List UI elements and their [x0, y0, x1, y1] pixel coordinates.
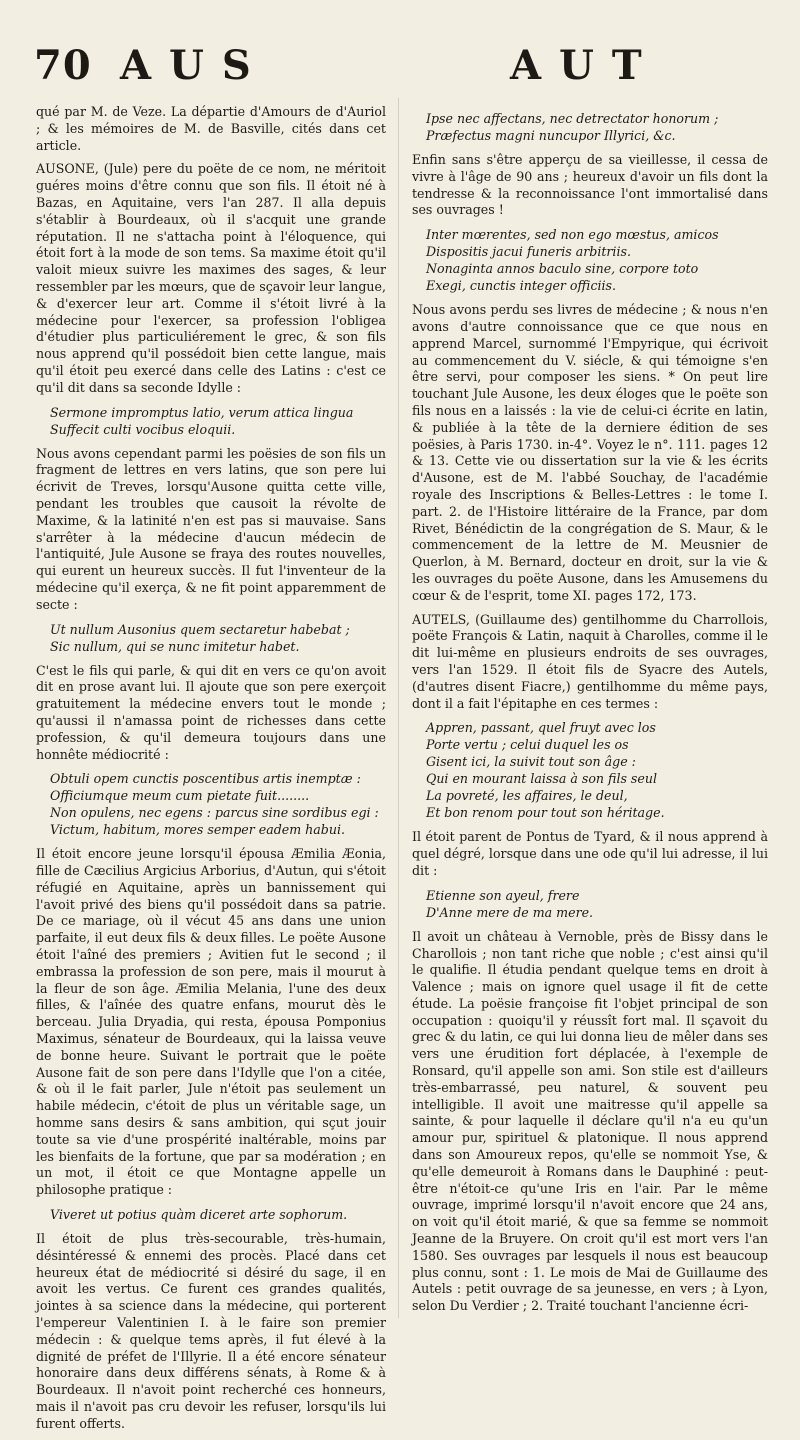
verse-quote: [426, 110, 768, 144]
verse-line: Non opulens, nec egens : parcus sine sordibus egi :: [50, 805, 379, 821]
verse-quote: [426, 887, 768, 921]
paragraph: C'est le fils qui parle, & qui dit en vers ce qu'on avoit dit en prose avant lui. Il ajoute que son pere exerçoit gratuitement la médecine envers tout le monde ; qu'aussi il n'amassa point de richesses dans cette profession, & qu'il demeura toujours dans une honnête médiocrité :: [36, 662, 386, 762]
verse-line: D'Anne mere de ma mere.: [426, 904, 594, 920]
left-column: [36, 104, 386, 1440]
verse-line: Gisent ici, la suivit tout son âge :: [426, 754, 636, 770]
verse-line: Victum, habitum, mores semper eadem habui.: [50, 822, 346, 838]
paragraph: Il avoit un château à Vernoble, près de Bissy dans le Charollois ; non tant riche que noble ; c'est ainsi qu'il le qualifie. Il étudia pendant quelque tems en droit à Valence ; mais on ignore quel usage il fit de cette étude. La poësie françoise fit l'objet principal de son occupation : quoiqu'il y réussît fort mal. Il sçavoit du grec & du latin, ce qui lui donna lieu de mêler dans ses vers une érudition fort déplacée, à l'exemple de Ronsard, qu'il appelle son ami. Son stile est d'ailleurs très-embarrassé, peu naturel, & souvent peu intelligible. Il avoit une maitresse qu'il appelle sa sainte, & pour laquelle il déclare qu'il n'a eu qu'un amour pur, spirituel & platonique. Il nous apprend dans son Amoureux repos, qu'elle se nommoit Yse, & qu'elle demeuroit à Romans dans le Dauphiné : peut-être n'étoit-ce qu'une Iris en l'air. Par le même ouvrage, imprimé lorsqu'il n'avoit encore que 24 ans, on voit qu'il étoit marié, & que sa femme se nommoit Jeanne de la Bruyere. On croit qu'il est mort vers l'an 1580. Ses ouvrages par lesquels il nous est beaucoup plus connu, sont : 1. Le mois de Mai de Guillaume des Autels : petit ouvrage de sa jeunesse, en vers ; à Lyon, selon Du Verdier ; 2. Traité touchant l'ancienne écri-: [412, 928, 768, 1314]
right-column: [412, 104, 768, 1322]
verse-quote: [50, 770, 386, 838]
paragraph: Il étoit de plus très-secourable, très-humain, désintéressé & ennemi des procès. Placé dans cet heureux état de médiocrité si désiré du sage, il en avoit les vertus. Ce furent ces grandes qualités, jointes à sa science dans la médecine, qui porterent l'empereur Valentinien I. à le faire son premier médecin : & quelque tems après, il fut élevé à la dignité de préfet de l'Illyrie. Il a été encore sénateur honoraire dans deux différens sénats, à Rome & à Bourdeaux. Il n'avoit point recherché ces honneurs, mais il n'avoit pas cru devoir les refuser, lorsqu'ils lui furent offerts.: [36, 1231, 386, 1431]
paragraph: Nous avons perdu ses livres de médecine ; & nous n'en avons d'autre connoissance que ce que nous en apprend Marcel, surnommé l'Empyrique, qui écrivoit au commencement du V. siécle, & qui témoigne s'en être servi, pour composer les siens. * On peut lire touchant Jule Ausone, les deux éloges que le poëte son fils nous en a laissés : la vie de celui-ci écrite en latin, & publiée à la tête de la derniere édition de ses poësies, à Paris 1730. in-4°. Voyez le n°. 111. pages 12 & 13. Cette vie ou dissertation sur la vie & les écrits d'Ausone, est de M. l'abbé Souchay, de l'académie royale des Inscriptions & Belles-Lettres : le tome I. part. 2. de l'Histoire littéraire de la France, par dom Rivet, Bénédictin de la congrégation de S. Maur, & le commencement de la lettre de M. Meusnier de Querlon, à M. Bernard, docteur en droit, sur la vie & les ouvrages du poëte Ausone, dans les Amusemens du cœur & de l'esprit, tome XI. pages 172, 173.: [412, 302, 768, 603]
verse-line: Nonaginta annos baculo sine, corpore toto: [426, 261, 699, 277]
paragraph: Enfin sans s'être apperçu de sa vieillesse, il cessa de vivre à l'âge de 90 ans ; heureux d'avoir un fils dont la tendresse & la reconnoissance l'ont immortalisé dans ses ouvrages !: [412, 152, 768, 218]
paragraph: Il étoit encore jeune lorsqu'il épousa Æmilia Æonia, fille de Cæcilius Argicius Arborius, d'Autun, qui s'étoit réfugié en Aquitaine, après un bannissement qui l'avoit privé des biens qu'il possédoit dans sa patrie. De ce mariage, où il vécut 45 ans dans une union parfaite, il eut deux fils & deux filles. Le poëte Ausone étoit l'aîné des premiers ; Avitien fut le second ; il embrassa la profession de son pere, mais il mourut à la fleur de son âge. Æmilia Melania, l'une des deux filles, & l'aînée des quatre enfans, mourut dès le berceau. Julia Dryadia, qui resta, épousa Pomponius Maximus, sénateur de Bourdeaux, qui la laissa veuve de bonne heure. Suivant le portrait que le poëte Ausone fait de son pere dans l'Idylle que l'on a citée, & où il le fait parler, Jule n'étoit pas seulement un habile médecin, c'étoit de plus un véritable sage, un homme sans desirs & sans ambition, qui sçut jouir toute sa vie d'une prospérité inaltérable, moins par les bienfaits de la fortune, que par sa modération ; en un mot, il étoit ce que Montagne appelle un philosophe pratique :: [36, 846, 386, 1198]
verse-line: Ipse nec affectans, nec detrectator honorum ;: [426, 111, 719, 126]
verse-line: Præfectus magni nuncupor Illyrici, &c.: [426, 128, 676, 143]
page-header: [0, 38, 800, 98]
page-number: 70: [34, 42, 92, 89]
verse-line: Porte vertu ; celui duquel les os: [426, 737, 629, 753]
verse-quote: [426, 719, 768, 821]
paragraph: Nous avons cependant parmi les poësies de son fils un fragment de lettres en vers latins, que son pere lui écrivit de Treves, lorsqu'Ausone quitta cette ville, pendant les troubles que causoit la révolte de Maxime, & la latinité n'en est pas si mauvaise. Sans s'arrêter à la médecine d'aucun médecin de l'antiquité, Jule Ausone se fraya des routes nouvelles, qui eurent un heureux succès. Il fut l'inventeur de la médecine qu'il exerça, & ne fit point apparemment de secte :: [36, 445, 386, 612]
verse-quote: [426, 226, 768, 294]
verse-line: Appren, passant, quel fruyt avec los: [426, 720, 656, 736]
paragraph: AUSONE, (Jule) pere du poëte de ce nom, ne méritoit guéres moins d'être connu que son fils. Il étoit né à Bazas, en Aquitaine, vers l'an 287. Il alla depuis s'établir à Bourdeaux, où il s'acquit une grande réputation. Il ne s'attacha point à l'éloquence, qui étoit fort à la mode de son tems. Sa maxime étoit qu'il valoit mieux suivre les maximes des sages, & leur ressembler par les mœurs, que de sçavoir leur langue, & d'exercer leur art. Comme il s'étoit livré à la médecine pour l'exercer, sa profession l'obligea d'étudier plus particuliérement le grec, & son fils nous apprend qu'il possédoit bien cette langue, mais qu'il étoit peu exercé dans celle des Latins : c'est ce qu'il dit dans sa seconde Idylle :: [36, 161, 386, 395]
paragraph: AUTELS, (Guillaume des) gentilhomme du Charrollois, poëte François & Latin, naquit à Charolles, comme il le dit lui-même en plusieurs endroits de ses ouvrages, vers l'an 1529. Il étoit fils de Syacre des Autels, (d'autres disent Fiacre,) gentilhomme du même pays, dont il a fait l'épitaphe en ces termes :: [412, 611, 768, 711]
verse-line: Exegi, cunctis integer officiis.: [426, 278, 617, 294]
running-head-left: AUS: [120, 42, 269, 89]
verse-quote: [50, 621, 386, 655]
verse-line: Suffecit culti vocibus eloquii.: [50, 421, 236, 437]
column-divider: [398, 98, 399, 1318]
verse-quote: [50, 404, 386, 438]
verse-quote: [50, 1206, 386, 1223]
verse-line: Etienne son ayeul, frere: [426, 887, 580, 903]
verse-line: La povreté, les affaires, le deul,: [426, 788, 628, 804]
paragraph: Il étoit parent de Pontus de Tyard, & il nous apprend à quel dégré, lorsque dans une ode qu'il lui adresse, il lui dit :: [412, 829, 768, 878]
verse-line: Dispositis jacui funeris arbitriis.: [426, 244, 631, 260]
running-head-right: AUT: [510, 42, 660, 89]
verse-line: Viveret ut potius quàm diceret arte sophorum.: [50, 1207, 348, 1223]
verse-line: Et bon renom pour tout son héritage.: [426, 805, 665, 821]
verse-line: Inter mœrentes, sed non ego mœstus, amicos: [426, 227, 719, 243]
verse-line: Qui en mourant laissa à son fils seul: [426, 771, 657, 787]
verse-line: Officiumque meum cum pietate fuit........: [50, 788, 310, 804]
verse-line: Sermone impromptus latio, verum attica lingua: [50, 404, 354, 420]
verse-line: Sic nullum, qui se nunc imitetur habet.: [50, 638, 300, 654]
paragraph: qué par M. de Veze. La départie d'Amours de d'Auriol ; & les mémoires de M. de Basville, cités dans cet article.: [36, 104, 386, 153]
verse-line: Ut nullum Ausonius quem sectaretur habebat ;: [50, 621, 350, 637]
verse-line: Obtuli opem cunctis poscentibus artis inemptæ :: [50, 771, 361, 787]
